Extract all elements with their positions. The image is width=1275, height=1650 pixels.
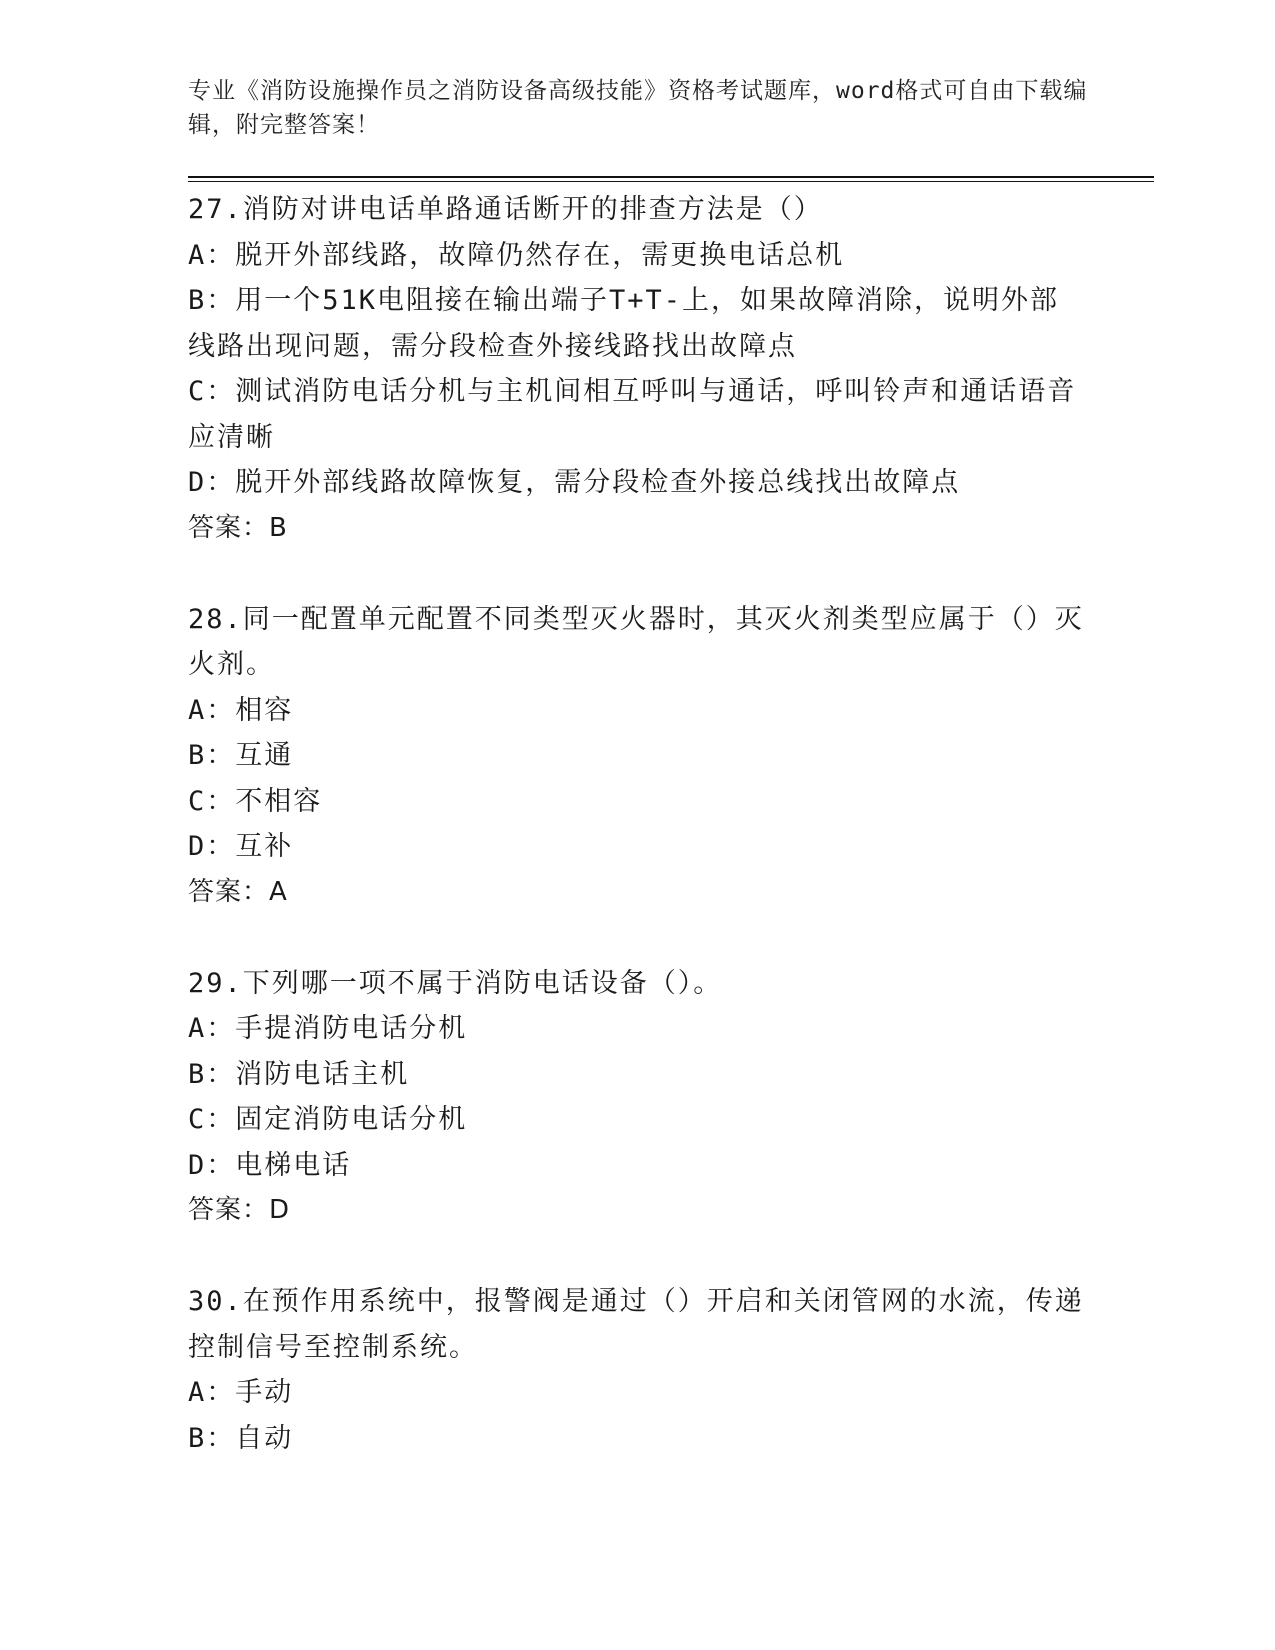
option-c: C：固定消防电话分机: [188, 1104, 468, 1135]
option-b: B：消防电话主机: [188, 1058, 410, 1090]
question-stem: 28.同一配置单元配置不同类型灭火器时，其灭火剂类型应属于（）灭火剂。: [188, 603, 1084, 680]
question-29: [188, 961, 1088, 1234]
question-27: [188, 187, 1088, 551]
option-a: A：相容: [188, 694, 294, 726]
option-d: D：脱开外部线路故障恢复，需分段检查外接总线找出故障点: [188, 467, 961, 498]
option-b: B：用一个51K电阻接在输出端子T+T-上，如果故障消除，说明外部线路出现问题，需分段检查外接线路找出故障点: [188, 285, 1060, 362]
question-stem: 29.下列哪一项不属于消防电话设备（）。: [188, 967, 723, 999]
option-c: C：测试消防电话分机与主机间相互呼叫与通话，呼叫铃声和通话语音应清晰: [188, 376, 1077, 453]
option-d: D：电梯电话: [188, 1149, 352, 1181]
option-b: B：互通: [188, 740, 294, 771]
question-spacer: [188, 551, 1088, 597]
option-a: A：手提消防电话分机: [188, 1013, 468, 1044]
question-stem: 27.消防对讲电话单路通话断开的排查方法是（）: [188, 194, 823, 225]
question-list: [188, 187, 1088, 1461]
question-spacer: [188, 915, 1088, 961]
header-divider-thin: [188, 181, 1154, 182]
answer-label: 答案：A: [188, 876, 288, 907]
option-a: A：脱开外部线路，故障仍然存在，需更换电话总机: [188, 239, 845, 271]
answer-label: 答案：B: [188, 512, 288, 543]
question-spacer: [188, 1234, 1088, 1280]
document-header: 专业《消防设施操作员之消防设备高级技能》资格考试题库，word格式可自由下载编辑，附完整答案！: [188, 78, 1088, 138]
option-a: A：手动: [188, 1377, 294, 1408]
answer-label: 答案：D: [188, 1195, 291, 1225]
question-stem: 30.在预作用系统中，报警阀是通过（）开启和关闭管网的水流，传递控制信号至控制系统。: [188, 1286, 1084, 1363]
option-d: D：互补: [188, 831, 294, 862]
question-28: [188, 597, 1088, 916]
option-c: C：不相容: [188, 785, 323, 817]
option-b: B：自动: [188, 1422, 294, 1454]
header-divider-thick: [188, 176, 1154, 178]
question-30: [188, 1279, 1088, 1461]
